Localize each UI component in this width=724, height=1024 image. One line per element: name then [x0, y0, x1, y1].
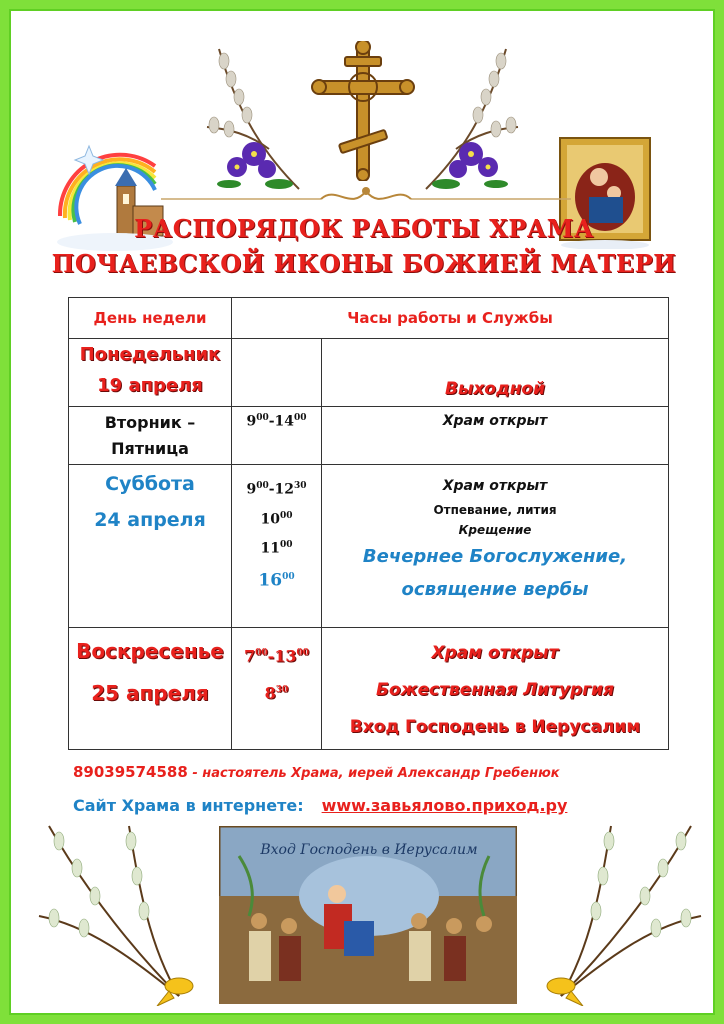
time-text: $8^{30}$	[264, 683, 289, 703]
day-cell	[69, 465, 232, 628]
phone-note: - настоятель Храма, иерей Александр Гребенюк	[187, 766, 560, 781]
day-cell	[69, 339, 232, 407]
day-name: Воскресенье	[76, 639, 224, 663]
time-text: $10^{00}$	[260, 510, 293, 528]
phone-number[interactable]: 89039574588	[73, 763, 188, 781]
day-cell	[69, 628, 232, 750]
title-line-1: РАСПОРЯДОК РАБОТЫ ХРАМА	[134, 214, 594, 243]
entry-into-jerusalem-painting	[219, 826, 517, 1004]
orthodox-cross-icon	[311, 41, 415, 181]
time-cell	[232, 465, 322, 628]
day-name: Понедельник	[79, 344, 221, 365]
table-header-row	[69, 298, 669, 339]
day-name: Суббота	[105, 473, 195, 495]
time-text: $9^{00}-12^{30}$	[246, 481, 307, 498]
painting-caption: Вход Господень в Иерусалим	[260, 842, 478, 858]
service-cell	[322, 628, 669, 750]
table-row	[69, 339, 669, 407]
service-text: Божественная Литургия	[376, 680, 614, 700]
willow-branch-left-icon	[199, 39, 309, 199]
day-name-2: Пятница	[111, 439, 189, 458]
table-row	[69, 465, 669, 628]
service-cell	[322, 339, 669, 407]
site-link[interactable]: www.завьялово.приход.ру	[321, 796, 568, 815]
schedule-table	[68, 297, 669, 750]
service-text: Храм открыт	[442, 413, 548, 429]
day-cell	[69, 407, 232, 465]
title-line-2: ПОЧАЕВСКОЙ ИКОНЫ БОЖИЕЙ МАТЕРИ	[51, 249, 677, 278]
service-text: Храм открыт	[431, 643, 559, 663]
table-row	[69, 407, 669, 465]
service-text: Храм открыт	[442, 478, 548, 494]
poster	[9, 9, 715, 1015]
time-text: $11^{00}$	[260, 540, 293, 557]
pussy-willow-right-icon	[531, 806, 711, 1006]
willow-branch-right-icon	[416, 39, 526, 199]
header-hours: Часы работы и Службы	[232, 298, 669, 339]
day-date: 25 апреля	[91, 681, 209, 705]
day-date: 19 апреля	[97, 375, 203, 396]
service-text: Вечернее Богослужение,	[362, 546, 628, 567]
time-cell	[232, 339, 322, 407]
time-cell	[232, 407, 322, 465]
site-label: Сайт Храма в интернете:	[73, 796, 304, 815]
pussy-willow-left-icon	[29, 806, 209, 1006]
day-date: 24 апреля	[94, 509, 206, 531]
service-text: освящение вербы	[401, 579, 589, 600]
table-row	[69, 628, 669, 750]
time-text: $9^{00}-14^{00}$	[246, 413, 307, 430]
service-cell	[322, 465, 669, 628]
footer-phone-line	[73, 763, 560, 781]
service-cell	[322, 407, 669, 465]
service-text: Вход Господень в Иерусалим	[349, 717, 641, 737]
day-name: Вторник –	[104, 413, 196, 432]
service-text: Выходной	[444, 379, 546, 399]
header-day: День недели	[69, 298, 232, 339]
service-text: Отпевание, лития	[433, 503, 557, 517]
time-text: $16^{00}$	[258, 570, 295, 591]
service-text: Крещение	[458, 523, 532, 537]
ornament-divider-icon	[161, 181, 571, 215]
time-text: $7^{00}-13^{00}$	[243, 646, 310, 666]
time-cell	[232, 628, 322, 750]
